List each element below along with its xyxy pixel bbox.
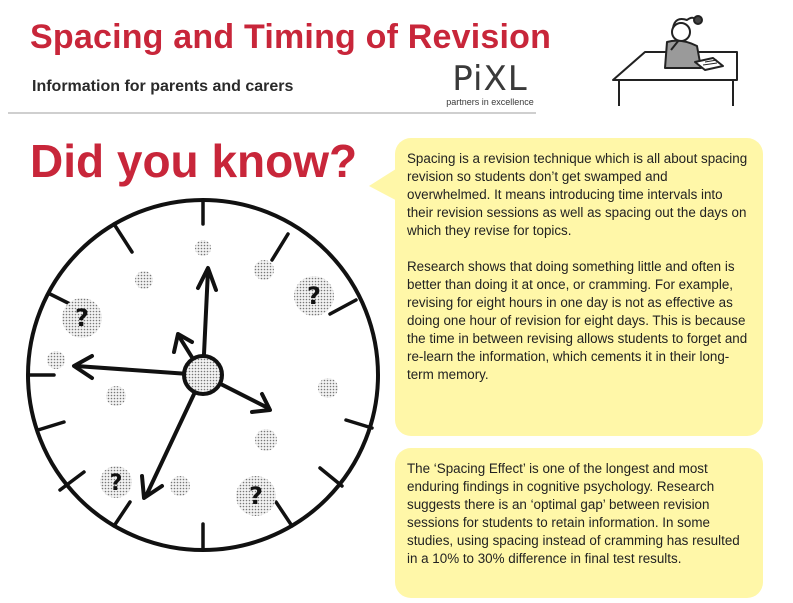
logo-tagline: partners in excellence	[446, 97, 534, 107]
info-paragraph: The ‘Spacing Effect’ is one of the longest and most enduring findings in cognitive psychology. Research suggests there is an ‘optimal gap’ between revision sessions for students to retain information. In some studies, using spacing instead of cramming has resulted in a 10% to 30% difference in final test results.	[407, 461, 740, 566]
page-subtitle: Information for parents and carers	[32, 78, 294, 95]
info-box-spacing	[395, 138, 763, 436]
page-title: Spacing and Timing of Revision	[30, 18, 552, 56]
student-studying-icon	[605, 10, 745, 110]
header-divider	[8, 112, 536, 114]
info-paragraph: Research shows that doing something little and often is better than doing it at once, or cramming. For example, revising for eight hours in one day is not as effective as doing one hour of revision for eight days. This is because the time in between revising allows students to forget and re-learn the information, which cements it in their long-term memory.	[407, 259, 748, 382]
did-you-know-heading: Did you know?	[30, 135, 358, 187]
info-paragraph: Spacing is a revision technique which is all about spacing revision so students don’t get swamped and overwhelmed. It means introducing time intervals into their revision sessions as well as spacing out the days on which they revise for topics.	[407, 151, 748, 238]
pixl-logo	[444, 59, 536, 107]
question-mark: ?	[75, 304, 89, 332]
logo-word: PiXL	[452, 59, 528, 99]
question-mark: ?	[307, 282, 321, 310]
question-mark: ?	[109, 471, 123, 496]
question-mark: ?	[249, 482, 263, 510]
clock-icon	[20, 190, 400, 603]
info-box-spacing-effect	[395, 448, 763, 598]
